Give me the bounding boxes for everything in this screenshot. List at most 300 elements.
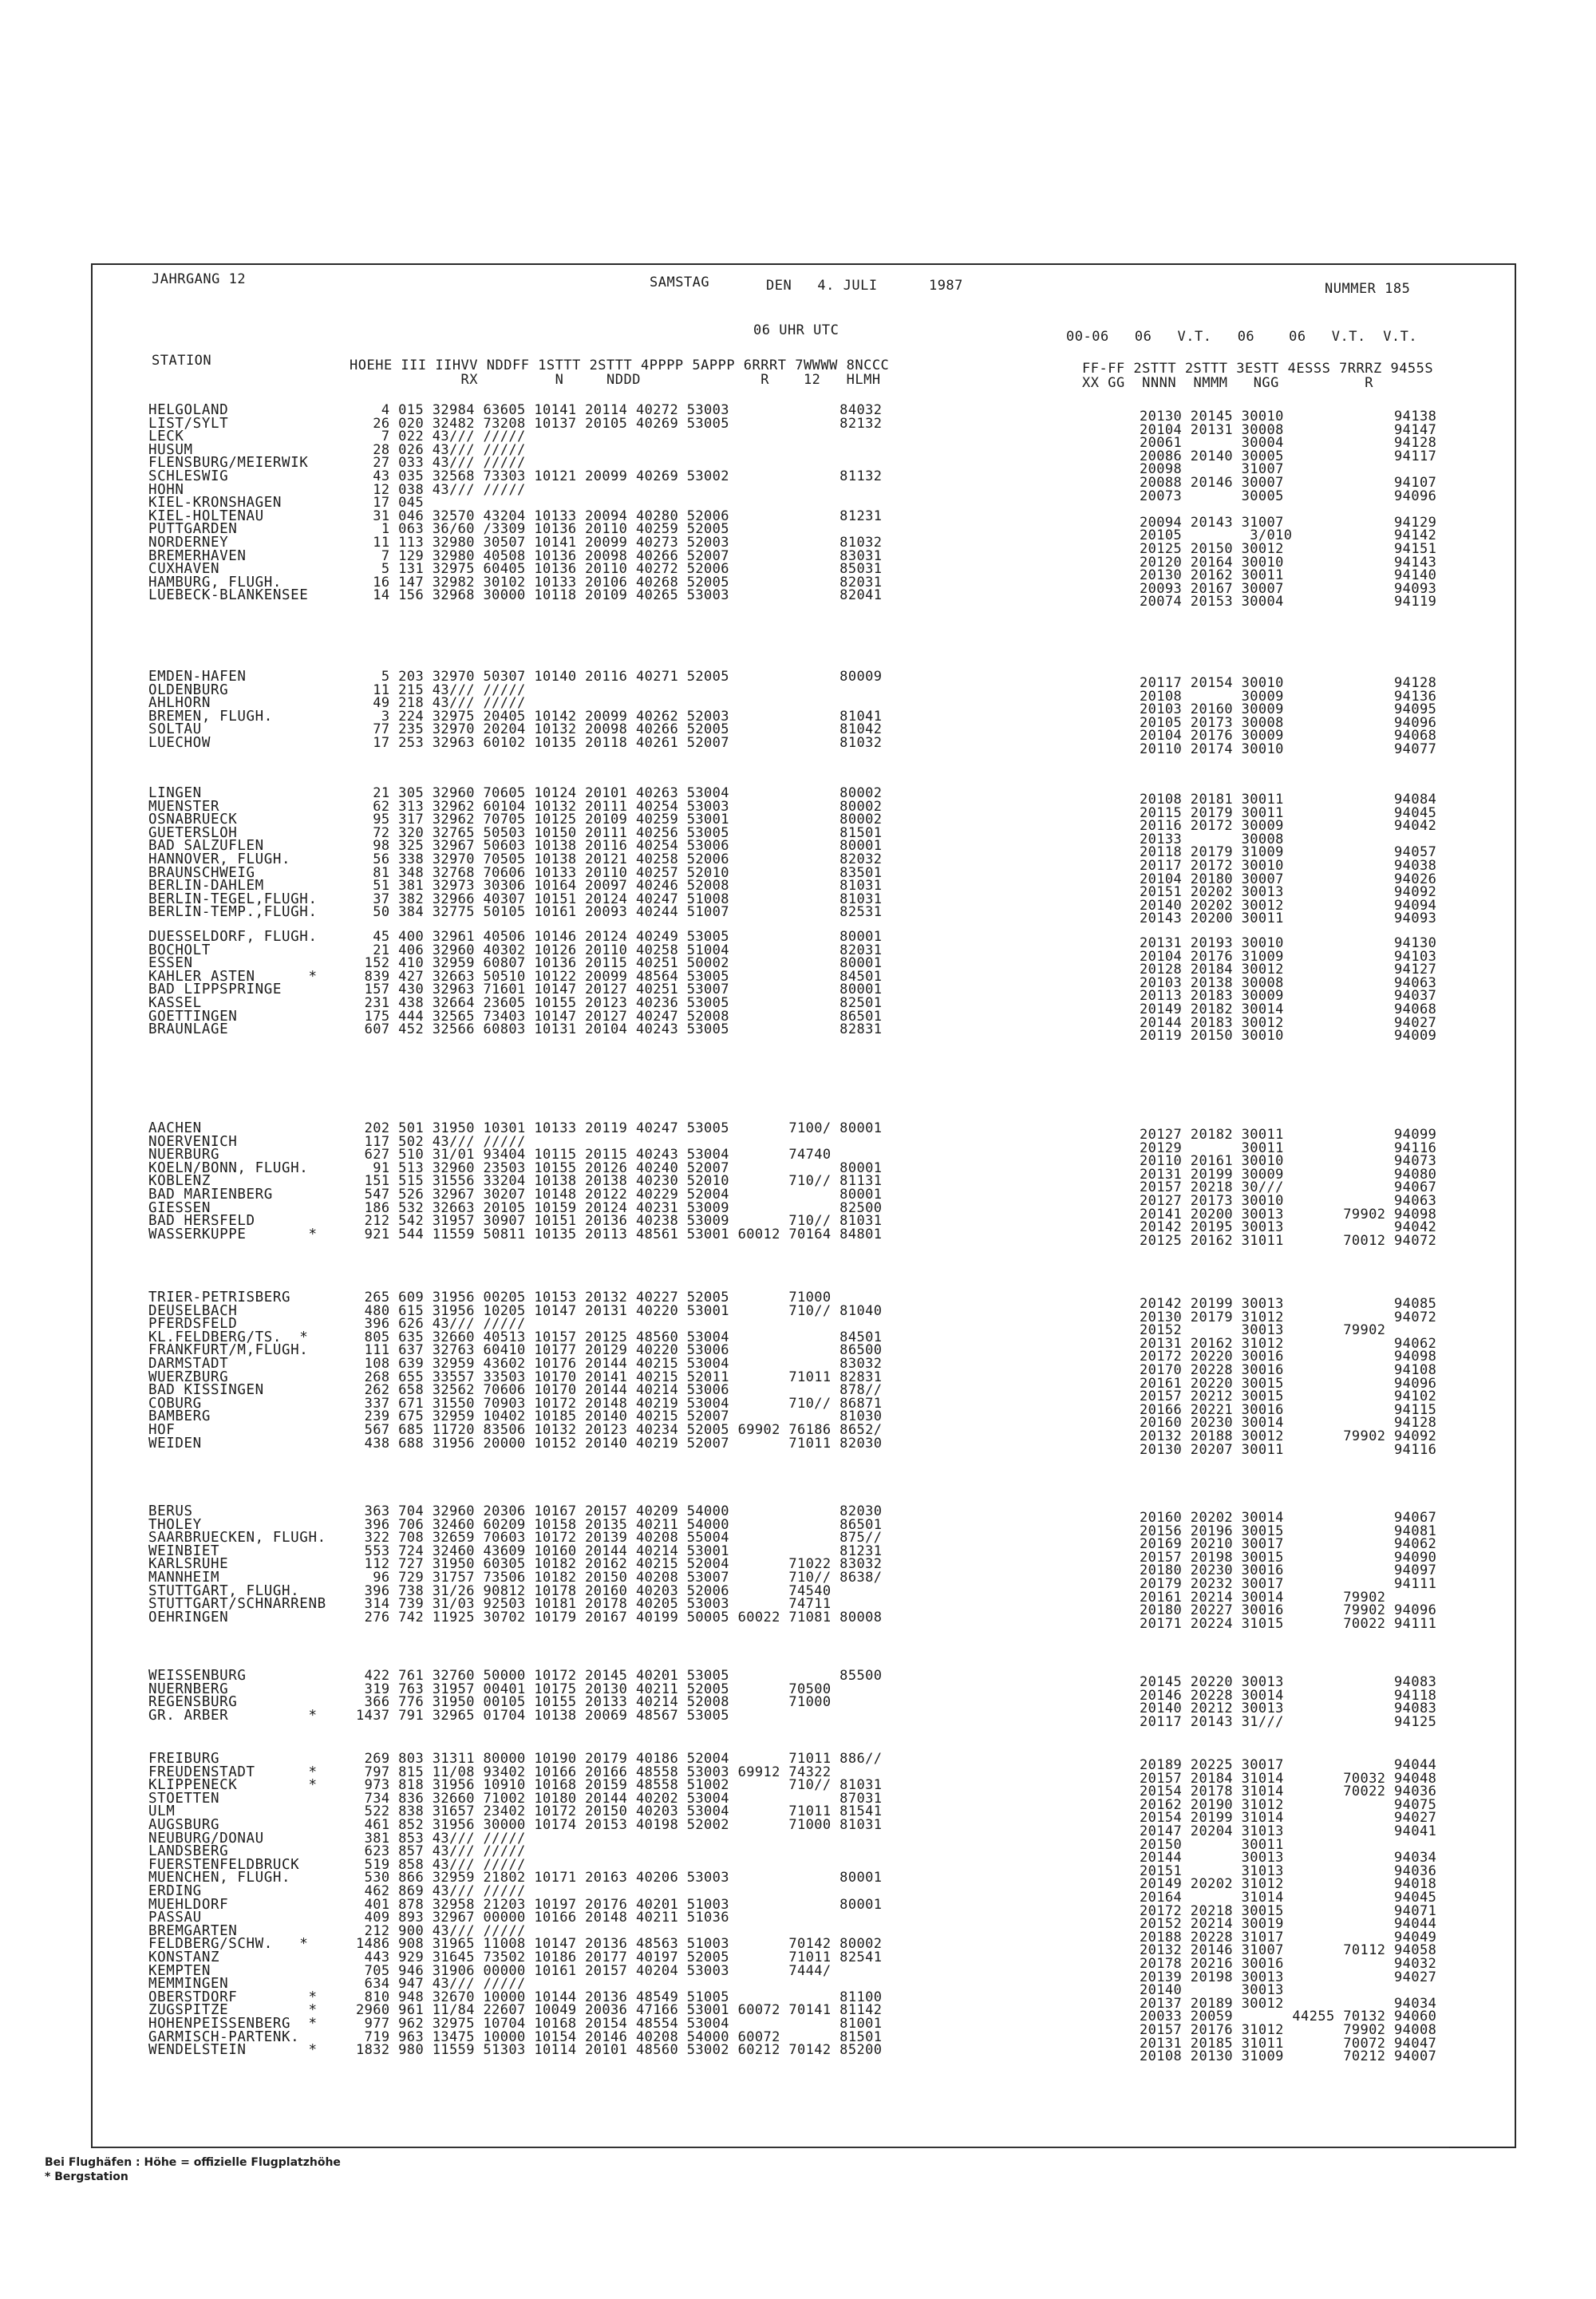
left-data-row: 553 724 32460 43609 10160 20144 40214 53001 81231 <box>356 1543 883 1559</box>
station-name: STUTTGART, FLUGH. <box>148 1582 300 1599</box>
right-data-row: 20104 20176 30009 94068 <box>1140 728 1437 745</box>
station-name: PFERDSFELD <box>148 1316 238 1333</box>
right-data-row: 20129 30011 94116 <box>1140 1140 1437 1156</box>
station-name: WEINBIET <box>148 1543 220 1559</box>
station-name: NOERVENICH <box>148 1133 238 1150</box>
left-data-row: 607 452 32566 60803 10131 20104 40243 53005 82831 <box>356 1021 883 1038</box>
left-data-row: 1 063 36/60 /3309 10136 20110 40259 52005 <box>356 521 729 538</box>
left-data-row: 634 947 43/// ///// <box>356 1976 526 1993</box>
right-data-row: 20154 20178 31014 70022 94036 <box>1140 1784 1437 1800</box>
left-data-row: 81 348 32768 70606 10133 20110 40257 52010 83501 <box>356 864 883 881</box>
time-label: 06 UHR UTC <box>753 322 839 338</box>
station-name: KAHLER ASTEN * <box>148 968 318 985</box>
left-data-row: 45 400 32961 40506 10146 20124 40249 53005 80001 <box>356 929 883 945</box>
left-data-row: 202 501 31950 10301 10133 20119 40247 53005 7100/ 80001 <box>356 1120 883 1136</box>
left-data-row: 111 637 32763 60410 10177 20129 40220 53006 86500 <box>356 1342 883 1359</box>
station-name: KONSTANZ <box>148 1949 220 1965</box>
right-data-row: 20108 20130 31009 70212 94007 <box>1140 2048 1437 2065</box>
right-data-row: 20161 20214 30014 79902 <box>1140 1589 1386 1606</box>
left-data-row: 268 655 33557 33503 10170 20141 40215 52011 71011 82831 <box>356 1369 883 1385</box>
station-name: MUEHLDORF <box>148 1896 229 1913</box>
footnote-mountain: * Bergstation <box>45 2171 128 2183</box>
right-data-row: 20164 31014 94045 <box>1140 1890 1437 1906</box>
right-data-row: 20103 20138 30008 94063 <box>1140 974 1437 991</box>
station-name: GR. ARBER * <box>148 1707 318 1724</box>
right-data-row: 20157 20184 31014 70032 94048 <box>1140 1770 1437 1787</box>
right-data-row: 20142 20199 30013 94085 <box>1140 1296 1437 1312</box>
right-data-row: 20146 20228 30014 94118 <box>1140 1687 1437 1704</box>
station-name: BERLIN-DAHLEM <box>148 878 264 895</box>
left-data-row: 2960 961 11/84 22607 10049 20036 47166 53001 60072 70141 81142 <box>356 2002 883 2019</box>
left-data-row: 422 761 32760 50000 10172 20145 40201 53005 85500 <box>356 1668 883 1684</box>
station-name: WUERZBURG <box>148 1369 229 1385</box>
left-data-row: 117 502 43/// ///// <box>356 1133 526 1150</box>
right-data-row: 20178 20216 30016 94032 <box>1140 1956 1437 1972</box>
left-data-row: 112 727 31950 60305 10182 20162 40215 52004 71022 83032 <box>356 1556 883 1573</box>
right-data-row: 20189 20225 30017 94044 <box>1140 1757 1437 1773</box>
station-name: DUESSELDORF, FLUGH. <box>148 929 318 945</box>
left-data-row: 16 147 32982 30102 10133 20106 40268 52005 82031 <box>356 574 883 591</box>
right-data-row: 20141 20200 30013 79902 94098 <box>1140 1206 1437 1223</box>
right-data-row: 20117 20143 31/// 94125 <box>1140 1713 1437 1730</box>
left-data-row: 4 015 32984 63605 10141 20114 40272 53003 84032 <box>356 402 883 418</box>
left-data-row: 186 532 32663 20105 10159 20124 40231 53009 82500 <box>356 1199 883 1216</box>
left-data-row: 11 113 32980 30507 10141 20099 40273 52003 81032 <box>356 535 883 551</box>
right-data-row: 20130 20162 30011 94140 <box>1140 567 1437 584</box>
left-data-row: 77 235 32970 20204 10132 20098 40266 52005 81042 <box>356 721 883 738</box>
right-data-row: 20132 20188 30012 79902 94092 <box>1140 1428 1437 1444</box>
station-name: BERLIN-TEGEL,FLUGH. <box>148 891 318 907</box>
left-data-row: 5 203 32970 50307 10140 20116 40271 52005 80009 <box>356 669 883 685</box>
right-data-row: 20093 20167 30007 94093 <box>1140 580 1437 597</box>
right-data-row: 20151 31013 94036 <box>1140 1863 1437 1879</box>
right-data-row: 20160 20202 30014 94067 <box>1140 1510 1437 1526</box>
right-data-row: 20128 20184 30012 94127 <box>1140 962 1437 978</box>
station-name: KL.FELDBERG/TS. * <box>148 1329 309 1345</box>
left-data-row: 1437 791 32965 01704 10138 20069 48567 53005 <box>356 1707 729 1724</box>
station-name: KEMPTEN <box>148 1962 211 1979</box>
station-name: EMDEN-HAFEN <box>148 669 247 685</box>
left-data-row: 810 948 32670 10000 10144 20136 48549 51005 81100 <box>356 1989 883 2005</box>
left-data-row: 530 866 32959 21802 10171 20163 40206 53003 80001 <box>356 1870 883 1886</box>
left-header-1: HOEHE III IIHVV NDDFF 1STTT 2STTT 4PPPP 5APPP 6RRRT 7WWWW 8NCCC <box>350 357 890 373</box>
station-name: KOELN/BONN, FLUGH. <box>148 1159 309 1176</box>
left-data-row: 28 026 43/// ///// <box>356 441 526 458</box>
left-header-2: RX N NDDD R 12 HLMH <box>350 372 881 388</box>
station-name: BAD KISSINGEN <box>148 1382 264 1399</box>
right-data-row: 20139 20198 30013 94027 <box>1140 1969 1437 1985</box>
station-name: HANNOVER, FLUGH. <box>148 851 291 867</box>
station-name: ZUGSPITZE * <box>148 2002 318 2019</box>
station-name: ERDING <box>148 1883 202 1899</box>
station-name: HELGOLAND <box>148 402 229 418</box>
right-data-row: 20152 30013 79902 <box>1140 1322 1386 1339</box>
left-data-row: 973 818 31956 10910 10168 20159 48558 51002 710// 81031 <box>356 1777 883 1794</box>
right-data-row: 20157 20218 30/// 94067 <box>1140 1179 1437 1196</box>
left-data-row: 95 317 32962 70705 10125 20109 40259 53001 80002 <box>356 812 883 828</box>
left-data-row: 5 131 32975 60405 10136 20110 40272 52006 85031 <box>356 561 883 578</box>
station-name: TRIER-PETRISBERG <box>148 1290 291 1306</box>
station-name: KIEL-KRONSHAGEN <box>148 495 282 512</box>
station-name: BAD LIPPSPRINGE <box>148 982 282 998</box>
right-data-row: 20104 20131 30008 94147 <box>1140 421 1437 438</box>
left-data-row: 262 658 32562 70606 10170 20144 40214 53006 878// <box>356 1382 883 1399</box>
right-data-row: 20120 20164 30010 94143 <box>1140 554 1437 571</box>
left-data-row: 212 542 31957 30907 10151 20136 40238 53009 710// 81031 <box>356 1213 883 1230</box>
right-data-row: 20033 20059 44255 70132 94060 <box>1140 2009 1437 2025</box>
left-data-row: 26 020 32482 73208 10137 20105 40269 53005 82132 <box>356 415 883 432</box>
station-name: GIESSEN <box>148 1199 211 1216</box>
station-name: LECK <box>148 429 184 445</box>
station-name: BAMBERG <box>148 1408 211 1425</box>
left-data-row: 11 215 43/// ///// <box>356 681 526 698</box>
left-data-row: 17 253 32963 60102 10135 20118 40261 52007 81032 <box>356 735 883 751</box>
right-data-row: 20110 20174 30010 94077 <box>1140 741 1437 757</box>
right-data-row: 20171 20224 31015 70022 94111 <box>1140 1615 1437 1632</box>
left-data-row: 62 313 32962 60104 10132 20111 40254 53003 80002 <box>356 798 883 815</box>
station-name: WEIDEN <box>148 1435 202 1452</box>
right-data-row: 20180 20227 30016 79902 94096 <box>1140 1602 1437 1619</box>
right-data-row: 20133 30008 <box>1140 831 1284 847</box>
left-data-row: 43 035 32568 73303 10121 20099 40269 53002 81132 <box>356 468 883 484</box>
station-name: LIST/SYLT <box>148 415 229 432</box>
station-name: FLENSBURG/MEIERWIK <box>148 455 309 472</box>
station-name: BERLIN-TEMP.,FLUGH. <box>148 904 318 921</box>
right-data-row: 20169 20210 30017 94062 <box>1140 1536 1437 1553</box>
station-name: COBURG <box>148 1395 202 1412</box>
left-data-row: 91 513 32960 23503 10155 20126 40240 52007 80001 <box>356 1159 883 1176</box>
station-name: WENDELSTEIN * <box>148 2042 318 2059</box>
left-data-row: 98 325 32967 50603 10138 20116 40254 53006 80001 <box>356 838 883 855</box>
station-name: WEISSENBURG <box>148 1668 247 1684</box>
right-data-row: 20140 30013 <box>1140 1982 1284 1999</box>
right-data-row: 20160 20230 30014 94128 <box>1140 1415 1437 1432</box>
issue-number: NUMMER 185 <box>1325 281 1411 297</box>
right-data-row: 20105 3/010 94142 <box>1140 527 1437 544</box>
station-name: BERUS <box>148 1503 193 1519</box>
left-data-row: 157 430 32963 71601 10147 20127 40251 53007 80001 <box>356 982 883 998</box>
right-data-row: 20140 20202 30012 94094 <box>1140 897 1437 914</box>
left-data-row: 519 858 43/// ///// <box>356 1856 526 1873</box>
station-name: HAMBURG, FLUGH. <box>148 574 282 591</box>
left-data-row: 96 729 31757 73506 10182 20150 40208 53007 710// 8638/ <box>356 1570 883 1586</box>
left-data-row: 1832 980 11559 51303 10114 20101 48560 53002 60212 70142 85200 <box>356 2042 883 2059</box>
right-data-row: 20131 20199 30009 94080 <box>1140 1166 1437 1183</box>
right-data-row: 20118 20179 31009 94057 <box>1140 844 1437 861</box>
station-name: CUXHAVEN <box>148 561 220 578</box>
left-data-row: 401 878 32958 21203 10197 20176 40201 51003 80001 <box>356 1896 883 1913</box>
right-data-row: 20104 20176 31009 94103 <box>1140 948 1437 965</box>
right-data-row: 20157 20176 31012 79902 94008 <box>1140 2022 1437 2038</box>
jahrgang: JAHRGANG 12 <box>152 271 247 287</box>
station-name: ESSEN <box>148 955 193 972</box>
station-name: BRAUNSCHWEIG <box>148 864 255 881</box>
right-data-row: 20086 20140 30005 94117 <box>1140 448 1437 464</box>
left-data-row: 438 688 31956 20000 10152 20140 40219 52007 71011 82030 <box>356 1435 883 1452</box>
left-data-row: 265 609 31956 00205 10153 20132 40227 52005 71000 <box>356 1290 832 1306</box>
right-data-row: 20103 20160 30009 94095 <box>1140 701 1437 718</box>
right-data-row: 20117 20154 30010 94128 <box>1140 675 1437 691</box>
right-data-row: 20151 20202 30013 94092 <box>1140 884 1437 901</box>
left-data-row: 27 033 43/// ///// <box>356 455 526 472</box>
left-data-row: 239 675 32959 10402 10185 20140 40215 52007 81030 <box>356 1408 883 1425</box>
left-data-row: 50 384 32775 50105 10161 20093 40244 51007 82531 <box>356 904 883 921</box>
right-data-row: 20180 20230 30016 94097 <box>1140 1562 1437 1579</box>
right-data-row: 20156 20196 30015 94081 <box>1140 1523 1437 1539</box>
station-name: ULM <box>148 1803 176 1820</box>
station-name: BAD HERSFELD <box>148 1213 255 1230</box>
right-header-2: FF-FF 2STTT 2STTT 3ESTT 4ESSS 7RRRZ 9455S <box>1082 361 1434 377</box>
station-name: SOLTAU <box>148 721 202 738</box>
right-data-row: 20113 20183 30009 94037 <box>1140 988 1437 1005</box>
station-name: FUERSTENFELDBRUCK <box>148 1856 300 1873</box>
station-name: BREMGARTEN <box>148 1922 238 1939</box>
left-data-row: 56 338 32970 70505 10138 20121 40258 52006 82032 <box>356 851 883 867</box>
left-data-row: 462 869 43/// ///// <box>356 1883 526 1899</box>
left-data-row: 443 929 31645 73502 10186 20177 40197 52005 71011 82541 <box>356 1949 883 1965</box>
left-data-row: 7 129 32980 40508 10136 20098 40266 52007 83031 <box>356 547 883 564</box>
station-name: MUENCHEN, FLUGH. <box>148 1870 291 1886</box>
right-data-row: 20162 20190 31012 94075 <box>1140 1796 1437 1813</box>
station-name: HOHENPEISSENBERG * <box>148 2016 318 2032</box>
left-data-row: 151 515 31556 33204 10138 20138 40230 52010 710// 81131 <box>356 1173 883 1190</box>
right-data-row: 20154 20199 31014 94027 <box>1140 1810 1437 1827</box>
left-data-row: 719 963 13475 10000 10154 20146 40208 54000 60072 81501 <box>356 2028 883 2045</box>
left-data-row: 547 526 32967 30207 10148 20122 40229 52004 80001 <box>356 1187 883 1203</box>
right-data-row: 20147 20204 31013 94041 <box>1140 1823 1437 1839</box>
station-name: NORDERNEY <box>148 535 229 551</box>
left-data-row: 12 038 43/// ///// <box>356 481 526 498</box>
station-name: HOHN <box>148 481 184 498</box>
right-data-row: 20172 20218 30015 94071 <box>1140 1902 1437 1919</box>
right-data-row: 20142 20195 30013 94042 <box>1140 1219 1437 1236</box>
right-data-row: 20131 20162 31012 94062 <box>1140 1335 1437 1352</box>
right-data-row: 20125 20150 30012 94151 <box>1140 541 1437 557</box>
left-data-row: 14 156 32968 30000 10118 20109 40265 53003 82041 <box>356 587 883 604</box>
right-data-row: 20172 20220 30016 94098 <box>1140 1349 1437 1365</box>
left-data-row: 212 900 43/// ///// <box>356 1922 526 1939</box>
station-name: OLDENBURG <box>148 681 229 698</box>
station-name: SAARBRUECKEN, FLUGH. <box>148 1530 326 1546</box>
station-name: HUSUM <box>148 441 193 458</box>
left-data-row: 21 406 32960 40302 10126 20110 40258 51004 82031 <box>356 942 883 958</box>
station-name: GARMISCH-PARTENK. <box>148 2028 300 2045</box>
left-data-row: 175 444 32565 73403 10147 20127 40247 52008 86501 <box>356 1008 883 1025</box>
right-data-row: 20094 20143 31007 94129 <box>1140 514 1437 531</box>
right-data-row: 20179 20232 30017 94111 <box>1140 1576 1437 1592</box>
left-data-row: 314 739 31/03 92503 10181 20178 40205 53003 74711 <box>356 1596 832 1613</box>
station-name: NUERNBERG <box>148 1681 229 1697</box>
issue-date: DEN 4. JULI 1987 <box>766 278 963 294</box>
station-name: LANDSBERG <box>148 1843 229 1860</box>
left-data-row: 21 305 32960 70605 10124 20101 40263 53004 80002 <box>356 785 883 801</box>
left-data-row: 396 626 43/// ///// <box>356 1316 526 1333</box>
right-data-row: 20144 30013 94034 <box>1140 1850 1437 1866</box>
right-data-row: 20117 20172 30010 94038 <box>1140 858 1437 874</box>
station-name: FELDBERG/SCHW. * <box>148 1936 309 1953</box>
station-name: DEUSELBACH <box>148 1302 238 1319</box>
left-data-row: 276 742 11925 30702 10179 20167 40199 50005 60022 71081 80008 <box>356 1609 883 1625</box>
right-data-row: 20132 20146 31007 70112 94058 <box>1140 1942 1437 1959</box>
left-data-row: 977 962 32975 10704 10168 20154 48554 53004 81001 <box>356 2016 883 2032</box>
right-data-row: 20073 30005 94096 <box>1140 488 1437 504</box>
left-data-row: 805 635 32660 40513 10157 20125 48560 53004 84501 <box>356 1329 883 1345</box>
left-data-row: 231 438 32664 23605 10155 20123 40236 53005 82501 <box>356 995 883 1011</box>
right-data-row: 20098 31007 <box>1140 461 1284 478</box>
right-data-row: 20127 20182 30011 94099 <box>1140 1127 1437 1143</box>
station-label: STATION <box>152 353 212 369</box>
station-name: KARLSRUHE <box>148 1556 229 1573</box>
right-data-row: 20188 20228 31017 94049 <box>1140 1929 1437 1945</box>
station-name: LUECHOW <box>148 735 211 751</box>
station-name: NEUBURG/DONAU <box>148 1830 264 1847</box>
right-data-row: 20149 20202 31012 94018 <box>1140 1876 1437 1893</box>
left-data-row: 72 320 32765 50503 10150 20111 40256 53005 81501 <box>356 824 883 841</box>
station-name: SCHLESWIG <box>148 468 229 484</box>
right-data-row: 20127 20173 30010 94063 <box>1140 1193 1437 1209</box>
station-name: BOCHOLT <box>148 942 211 958</box>
left-data-row: 1486 908 31965 11008 10147 20136 48563 51003 70142 80002 <box>356 1936 883 1953</box>
left-data-row: 363 704 32960 20306 10167 20157 40209 54000 82030 <box>356 1503 883 1519</box>
left-data-row: 37 382 32966 40307 10151 20124 40247 51008 81031 <box>356 891 883 907</box>
right-data-row: 20108 30009 94136 <box>1140 688 1437 705</box>
station-name: HOF <box>148 1422 176 1438</box>
left-data-row: 396 706 32460 60209 10158 20135 40211 54000 86501 <box>356 1516 883 1533</box>
right-data-row: 20108 20181 30011 94084 <box>1140 792 1437 808</box>
right-data-row: 20149 20182 30014 94068 <box>1140 1001 1437 1017</box>
right-data-row: 20110 20161 30010 94073 <box>1140 1153 1437 1170</box>
right-data-row: 20116 20172 30009 94042 <box>1140 818 1437 835</box>
station-name: FREIBURG <box>148 1751 220 1767</box>
right-data-row: 20131 20185 31011 70072 94047 <box>1140 2035 1437 2052</box>
left-data-row: 522 838 31657 23402 10172 20150 40203 53004 71011 81541 <box>356 1803 883 1820</box>
left-data-row: 322 708 32659 70603 10172 20139 40208 55004 875// <box>356 1530 883 1546</box>
left-data-row: 49 218 43/// ///// <box>356 695 526 712</box>
station-name: FREUDENSTADT * <box>148 1764 318 1780</box>
station-name: KLIPPENECK * <box>148 1777 318 1794</box>
station-name: STUTTGART/SCHNARRENB <box>148 1596 326 1613</box>
station-name: LINGEN <box>148 785 202 801</box>
right-data-row: 20104 20180 30007 94026 <box>1140 871 1437 887</box>
right-data-row: 20166 20221 30016 94115 <box>1140 1401 1437 1418</box>
right-data-row: 20131 20193 30010 94130 <box>1140 935 1437 951</box>
right-data-row: 20130 20145 30010 94138 <box>1140 409 1437 425</box>
footnote-airports: Bei Flughäfen : Höhe = offizielle Flugplatzhöhe <box>45 2156 341 2169</box>
station-name: AHLHORN <box>148 695 211 712</box>
right-data-row: 20137 20189 30012 94034 <box>1140 1995 1437 2012</box>
right-data-row: 20144 20183 30012 94027 <box>1140 1014 1437 1031</box>
left-data-row: 17 045 <box>356 495 425 512</box>
left-data-row: 705 946 31906 00000 10161 20157 40204 53003 7444/ <box>356 1962 832 1979</box>
left-data-row: 152 410 32959 60807 10136 20115 40251 50002 80001 <box>356 955 883 972</box>
station-name: OSNABRUECK <box>148 812 238 828</box>
left-data-row: 480 615 31956 10205 10147 20131 40220 53001 710// 81040 <box>356 1302 883 1319</box>
station-name: STOETTEN <box>148 1790 220 1807</box>
right-data-row: 20152 20214 30019 94044 <box>1140 1916 1437 1933</box>
right-data-row: 20130 20179 31012 94072 <box>1140 1309 1437 1325</box>
right-data-row: 20119 20150 30010 94009 <box>1140 1028 1437 1045</box>
station-name: OBERSTDORF * <box>148 1989 318 2005</box>
station-name: MUENSTER <box>148 798 220 815</box>
right-data-row: 20130 20207 30011 94116 <box>1140 1441 1437 1458</box>
right-header-1: 00-06 06 V.T. 06 06 V.T. V.T. <box>1066 329 1418 345</box>
station-name: BAD MARIENBERG <box>148 1187 273 1203</box>
right-data-row: 20105 20173 30008 94096 <box>1140 714 1437 731</box>
left-data-row: 623 857 43/// ///// <box>356 1843 526 1860</box>
right-data-row: 20170 20228 30016 94108 <box>1140 1362 1437 1378</box>
left-data-row: 51 381 32973 30306 10164 20097 40246 52008 81031 <box>356 878 883 895</box>
left-data-row: 108 639 32959 43602 10176 20144 40215 53004 83032 <box>356 1356 883 1372</box>
right-data-row: 20125 20162 31011 70012 94072 <box>1140 1232 1437 1249</box>
station-name: BRAUNLAGE <box>148 1021 229 1038</box>
station-name: AACHEN <box>148 1120 202 1136</box>
right-data-row: 20157 20212 30015 94102 <box>1140 1388 1437 1405</box>
left-data-row: 319 763 31957 00401 10175 20130 40211 52005 70500 <box>356 1681 832 1697</box>
right-data-row: 20088 20146 30007 94107 <box>1140 475 1437 491</box>
station-name: OEHRINGEN <box>148 1609 229 1625</box>
right-data-row: 20074 20153 30004 94119 <box>1140 594 1437 610</box>
right-data-row: 20157 20198 30015 94090 <box>1140 1549 1437 1566</box>
right-data-row: 20115 20179 30011 94045 <box>1140 804 1437 821</box>
left-data-row: 734 836 32660 71002 10180 20144 40202 53004 87031 <box>356 1790 883 1807</box>
station-name: KOBLENZ <box>148 1173 211 1190</box>
right-data-row: 20140 20212 30013 94083 <box>1140 1701 1437 1717</box>
left-data-row: 839 427 32663 50510 10122 20099 48564 53005 84501 <box>356 968 883 985</box>
right-data-row: 20061 30004 94128 <box>1140 435 1437 452</box>
station-name: DARMSTADT <box>148 1356 229 1372</box>
right-data-row: 20143 20200 30011 94093 <box>1140 911 1437 927</box>
station-name: AUGSBURG <box>148 1817 220 1833</box>
station-name: BREMERHAVEN <box>148 547 247 564</box>
left-data-row: 31 046 32570 43204 10133 20094 40280 52006 81231 <box>356 508 883 524</box>
left-data-row: 7 022 43/// ///// <box>356 429 526 445</box>
station-name: MANNHEIM <box>148 1570 220 1586</box>
right-data-row: 20161 20220 30015 94096 <box>1140 1375 1437 1392</box>
left-data-row: 409 893 32967 00000 10166 20148 40211 51036 <box>356 1910 729 1926</box>
right-data-row: 20150 30011 <box>1140 1836 1284 1853</box>
station-name: PUTTGARDEN <box>148 521 238 538</box>
weekday: SAMSTAG <box>650 275 710 290</box>
station-name: LUEBECK-BLANKENSEE <box>148 587 309 604</box>
station-name: REGENSBURG <box>148 1694 238 1711</box>
station-name: MEMMINGEN <box>148 1976 229 1993</box>
station-name: KASSEL <box>148 995 202 1011</box>
station-name: THOLEY <box>148 1516 202 1533</box>
left-data-row: 921 544 11559 50811 10135 20113 48561 53001 60012 70164 84801 <box>356 1226 883 1242</box>
left-data-row: 627 510 31/01 93404 10115 20115 40243 53004 74740 <box>356 1147 832 1163</box>
left-data-row: 337 671 31550 70903 10172 20148 40219 53004 710// 86871 <box>356 1395 883 1412</box>
left-data-row: 797 815 11/08 93402 10166 20166 48558 53003 69912 74322 <box>356 1764 832 1780</box>
station-name: GUETERSLOH <box>148 824 238 841</box>
left-data-row: 3 224 32975 20405 10142 20099 40262 52003 81041 <box>356 708 883 725</box>
left-data-row: 366 776 31950 00105 10155 20133 40214 52008 71000 <box>356 1694 832 1711</box>
station-name: FRANKFURT/M,FLUGH. <box>148 1342 309 1359</box>
station-name: BAD SALZUFLEN <box>148 838 264 855</box>
station-name: PASSAU <box>148 1910 202 1926</box>
station-name: KIEL-HOLTENAU <box>148 508 264 524</box>
right-header-3: XX GG NNNN NMMM NGG R <box>1082 375 1373 391</box>
left-data-row: 461 852 31956 30000 10174 20153 40198 52002 71000 81031 <box>356 1817 883 1833</box>
left-data-row: 396 738 31/26 90812 10178 20160 40203 52006 74540 <box>356 1582 832 1599</box>
station-name: GOETTINGEN <box>148 1008 238 1025</box>
left-data-row: 567 685 11720 83506 10132 20123 40234 52005 69902 76186 8652/ <box>356 1422 883 1438</box>
station-name: BREMEN, FLUGH. <box>148 708 273 725</box>
bottom-rule <box>93 2147 1449 2148</box>
right-data-row: 20145 20220 30013 94083 <box>1140 1674 1437 1690</box>
left-data-row: 269 803 31311 80000 10190 20179 40186 52004 71011 886// <box>356 1751 883 1767</box>
station-name: WASSERKUPPE * <box>148 1226 318 1242</box>
station-name: NUERBURG <box>148 1147 220 1163</box>
